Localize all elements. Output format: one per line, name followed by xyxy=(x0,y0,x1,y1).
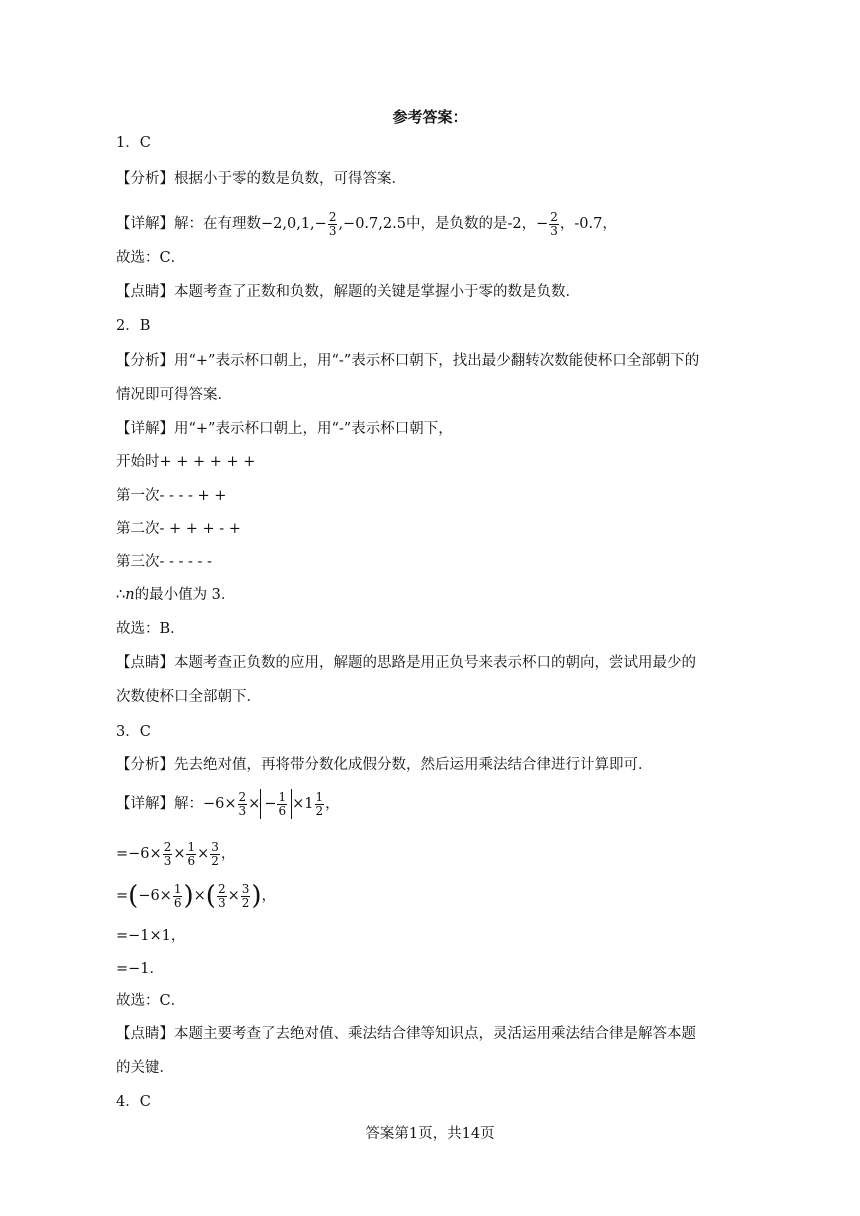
q1-detail: 【详解】解：在有理数−2,0,1,− $\frac{2}{3}$ ,−0.7,2.5中，是负数的是-2，− $\frac{2}{3}$ ，-0.7， xyxy=(116,209,617,238)
q3-choice: 故选：C． xyxy=(116,993,186,1009)
page-footer: 答案第1页，共14页 xyxy=(365,1126,495,1142)
q1-choice: 故选：C． xyxy=(116,250,186,266)
q3-detail-prefix: 【详解】解： xyxy=(116,796,203,812)
variable-n: n xyxy=(125,587,135,603)
therefore-symbol: ∴ xyxy=(116,587,126,603)
q2-analysis-line1: 【分析】用“+”表示杯口朝上，用“-”表示杯口朝下，找出最少翻转次数能使杯口全部朝下的 xyxy=(116,353,700,369)
q1-number-list: −2,0,1,− xyxy=(261,216,327,232)
q1-detail-tail: ，-0.7， xyxy=(559,216,617,232)
q1-comment: 【点睛】本题考查了正数和负数，解题的关键是掌握小于零的数是负数． xyxy=(116,284,580,300)
page-title: 参考答案： xyxy=(392,108,468,126)
q3-step2: =(−6× $\frac{1}{6}$ )×( $\frac{2}{3}$ × $\frac{3}{2}$ )， xyxy=(116,881,277,911)
conclusion-text: 的最小值为 3． xyxy=(134,587,236,603)
q2-conclusion xyxy=(116,585,235,605)
q1-answer: 1．C xyxy=(116,135,151,151)
q2-step0: 开始时+ + + + + + xyxy=(116,454,256,470)
q3-comment-line1: 【点睛】本题主要考查了去绝对值、乘法结合律等知识点，灵活运用乘法结合律是解答本题 xyxy=(116,1026,696,1042)
q3-analysis: 【分析】先去绝对值，再将带分数化成假分数，然后运用乘法结合律进行计算即可． xyxy=(116,757,653,773)
q2-step3: 第三次- - - - - - xyxy=(116,554,212,570)
q2-analysis-line2: 情况即可得答案． xyxy=(116,387,232,403)
q3-step1: =−6× $\frac{2}{3}$ × $\frac{1}{6}$ × $\frac{3}{2}$ ， xyxy=(116,839,236,868)
q3-comment-line2: 的关键． xyxy=(116,1060,174,1076)
q3-answer: 3．C xyxy=(116,724,151,740)
q2-choice: 故选：B． xyxy=(116,621,185,637)
q2-answer: 2．B xyxy=(116,318,151,334)
q2-comment-line2: 次数使杯口全部朝下． xyxy=(116,689,261,705)
q1-detail-mid: 中，是负数的是-2， xyxy=(405,216,537,232)
q1-number-list-2: ,−0.7,2.5 xyxy=(338,216,406,232)
q1-detail-prefix: 【详解】解：在有理数 xyxy=(116,216,261,232)
q2-comment-line1: 【点睛】本题考查正负数的应用，解题的思路是用正负号来表示杯口的朝向，尝试用最少的 xyxy=(116,655,696,671)
q2-detail: 【详解】用“+”表示杯口朝上，用“-”表示杯口朝下， xyxy=(116,421,453,437)
q1-analysis: 【分析】根据小于零的数是负数，可得答案． xyxy=(116,171,406,187)
q4-answer: 4．C xyxy=(116,1094,151,1110)
q3-step4: =−1． xyxy=(116,961,165,977)
q2-step1: 第一次- - - - + + xyxy=(116,488,227,504)
q3-detail: 【详解】解：−6× $\frac{2}{3}$ × − $\frac{1}{6}$ ×1 $\frac{1}{2}$ ， xyxy=(116,789,340,818)
q3-step3: =−1×1， xyxy=(116,928,186,944)
q2-step2: 第二次- + + + - + xyxy=(116,521,241,537)
